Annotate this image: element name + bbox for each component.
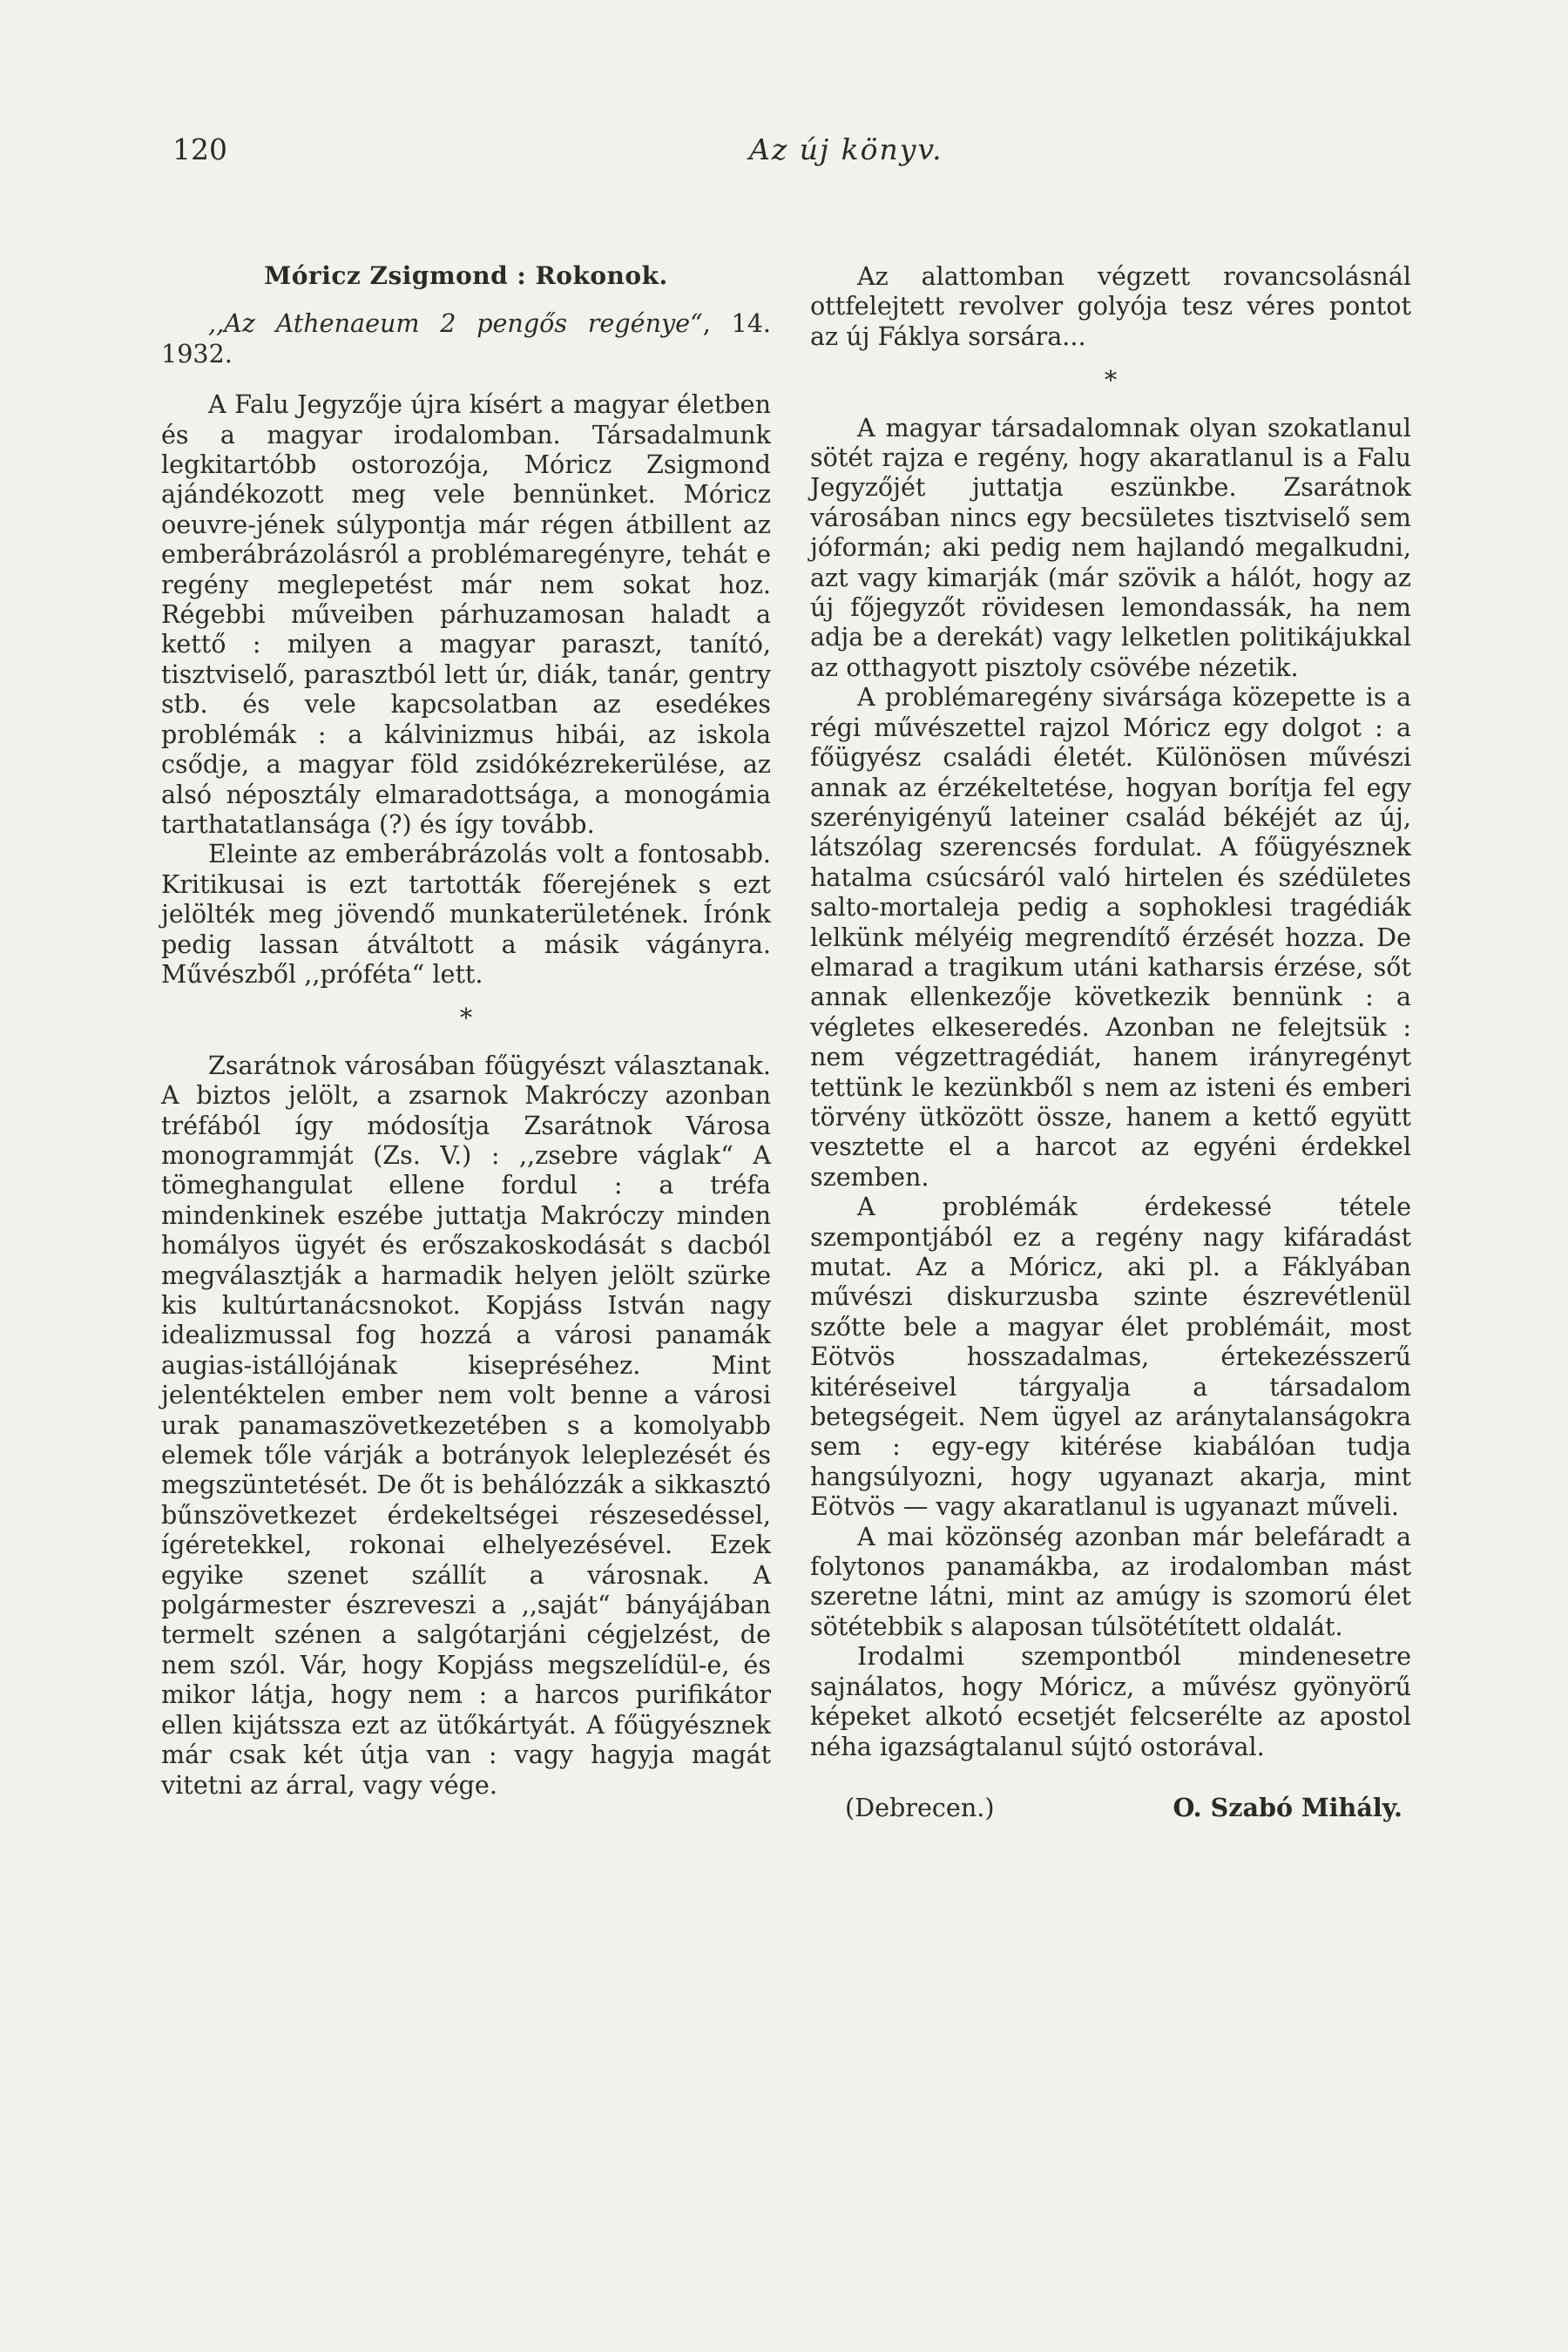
- paragraph: Irodalmi szempontból mindenesetre sajnálatos, hogy Móricz, a művész gyönyörű képeket alkotó ecsetjét felcserélte az apostol néha igazságtalanul sújtó ostorával.: [810, 1641, 1411, 1761]
- source-title: ,,Az Athenaeum 2 pengős regénye“: [208, 308, 703, 339]
- paragraph: Az alattomban végzett rovancsolásnál ottfelejtett revolver golyója tesz véres pontot az új Fáklya sorsára...: [810, 261, 1411, 351]
- paragraph: Zsarátnok városában főügyészt választanak. A biztos jelölt, a zsarnok Makróczy azonban tréfából így módosítja Zsarátnok Városa monogrammját (Zs. V.) : ,,zsebre váglak“ A tömeghangulat ellene fordul : a tréfa mindenkinek eszébe juttatja Makróczy minden homályos ügyét és erőszakoskodását s dacból megválasztják a harmadik helyen jelölt szürke kis kultúrtanácsnokot. Kopjáss István nagy idealizmussal fog hozzá a városi panamák augias-istállójának kisepréséhez. Mint jelentéktelen ember nem volt benne a városi urak panamaszövetkezetében s a komolyabb elemek tőle várják a botrányok leleplezését és megszüntetését. De őt is behálózzák a sikkasztó bűnszövetkezet érdekeltségei részesedéssel, ígéretekkel, rokonai elhelyezésével. Ezek egyike szenet szállít a városnak. A polgármester észreveszi a ,,saját“ bányájában termelt szénen a salgótarjáni cégjelzést, de nem szól. Vár, hogy Kopjáss megszelídül-e, és mikor látja, hogy nem : a harcos purifikátor ellen kijátssza ezt az ütőkártyát. A főügyésznek már csak két útja van : vagy hagyja magát vitetni az árral, vagy vége.: [161, 1050, 771, 1800]
- paragraph: Eleinte az emberábrázolás volt a fontosabb. Kritikusai is ezt tartották főerejének s ezt jelölték meg jövendő munkaterületének. Írónk pedig lassan átváltott a másik vágányra. Művészből ,,próféta“ lett.: [161, 839, 771, 989]
- section-separator: *: [1104, 365, 1118, 395]
- paragraph: A problémák érdekessé tétele szempontjából ez a regény nagy kifáradást mutat. Az a Móricz, aki pl. a Fáklyában művészi diskurzusba szinte észrevétlenül szőtte bele a magyar élet problémáit, most Eötvös hosszadalmas, értekezésszerű kitéréseivel tárgyalja a társadalom betegségeit. Nem ügyel az aránytalanságokra sem : egy-egy kitérése kiabálóan tudja hangsúlyozni, hogy ugyanazt akarja, mint Eötvös — vagy akaratlanul is ugyanazt műveli.: [810, 1192, 1411, 1522]
- paragraph: A Falu Jegyzője újra kísért a magyar életben és a magyar irodalomban. Társadalmunk legkitartóbb ostorozója, Móricz Zsigmond ajándékozott meg vele bennünket. Móricz oeuvre-jének súlypontja már régen átbillent az emberábrázolásról a problémaregényre, tehát e regény meglepetést már nem sokat hoz. Régebbi műveiben párhuzamosan haladt a kettő : milyen a magyar paraszt, tanító, tisztviselő, parasztból lett úr, diák, tanár, gentry stb. és vele kapcsolatban az esedékes problémák : a kálvinizmus hibái, az iskola csődje, a magyar föld zsidókézrekerülése, az alsó néposztály elmaradottsága, a monogámia tarthatatlansága (?) és így tovább.: [161, 389, 771, 839]
- running-head: [157, 132, 1411, 176]
- paragraph: A magyar társadalomnak olyan szokatlanul sötét rajza e regény, hogy akaratlanul is a Falu Jegyzőjét juttatja eszünkbe. Zsarátnok városában nincs egy becsületes tisztviselő sem jóformán; aki pedig nem hajlandó megalkudni, azt vagy kimarják (már szövik a hálót, hogy az új főjegyzőt rövidesen lemondassák, ha nem adja be a derekát) vagy lelketlen politikájukkal az otthagyott pisztoly csövébe nézetik.: [810, 412, 1411, 682]
- running-title: Az új könyv.: [749, 132, 943, 166]
- source-details: , 14. 1932.: [161, 308, 772, 368]
- author-name: O. Szabó Mihály.: [1173, 1792, 1402, 1822]
- signature-line: [810, 1793, 1411, 1831]
- right-column: [810, 261, 1411, 1831]
- left-column: [161, 261, 771, 1800]
- page-number: 120: [172, 132, 227, 166]
- paragraph: A problémaregény sivársága közepette is a régi művészettel rajzol Móricz egy dolgot : a főügyész családi életét. Különösen művészi annak az érzékeltetése, hogyan borítja fel egy szerényigényű lateiner család békéjét az új, látszólag szerencsés fordulat. A főügyésznek hatalma csúcsáról való hirtelen és szédületes salto-mortaleja pedig a sophoklesi tragédiák lelkünk mélyéig megrendítő érzését hozza. De elmarad a tragikum utáni katharsis érzése, sőt annak ellenkezője következik bennünk : a végletes elkeseredés. Azonban ne felejtsük : nem végzettragédiát, hanem irányregényt tettünk le kezünkből s nem az isteni és emberi törvény ütközött össze, hanem a kettő együtt vesztette el a harcot az egyéni érdekkel szemben.: [810, 682, 1411, 1192]
- paragraph: A mai közönség azonban már belefáradt a folytonos panamákba, az irodalomban mást szeretne látni, mint az amúgy is szomorú élet sötétebbik s alaposan túlsötétített oldalát.: [810, 1521, 1411, 1641]
- section-separator: *: [459, 1003, 473, 1033]
- review-heading: Móricz Zsigmond : Rokonok.: [264, 261, 668, 290]
- place: (Debrecen.): [845, 1792, 995, 1822]
- source-line: [161, 308, 771, 368]
